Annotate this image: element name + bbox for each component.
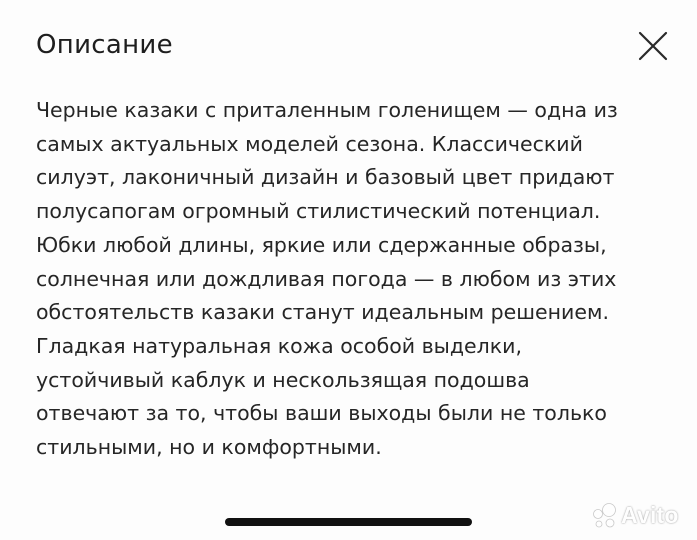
avito-logo-icon — [590, 502, 620, 530]
description-line: Черные казаки с приталенным голенищем — одна из — [36, 98, 618, 122]
close-icon — [635, 28, 671, 64]
avito-watermark — [590, 500, 690, 530]
description-line: стильными, но и комфортными. — [36, 435, 382, 460]
description-line: устойчивый каблук и нескользящая подошва — [36, 367, 530, 392]
description-line: обстоятельств казаки станут идеальным решением. — [36, 300, 609, 325]
watermark-text: Avito — [621, 502, 679, 528]
description-line: солнечная или дождливая погода — в любом из этих — [36, 266, 617, 291]
description-line: самых актуальных моделей сезона. Классический — [36, 131, 583, 156]
description-line: отвечают за то, чтобы ваши выходы были не только — [36, 401, 607, 426]
home-indicator[interactable] — [225, 518, 472, 526]
description-line: силуэт, лаконичный дизайн и базовый цвет придают — [36, 165, 615, 190]
sheet-title: Описание — [36, 30, 173, 60]
description-line: полусапогам огромный стилистический потенциал. — [36, 199, 601, 224]
description-text — [36, 94, 656, 465]
description-line: Юбки любой длины, яркие или сдержанные образы, — [36, 232, 607, 257]
close-button[interactable] — [635, 28, 671, 64]
sheet-header — [36, 28, 673, 68]
description-line: Гладкая натуральная кожа особой выделки, — [36, 333, 522, 358]
